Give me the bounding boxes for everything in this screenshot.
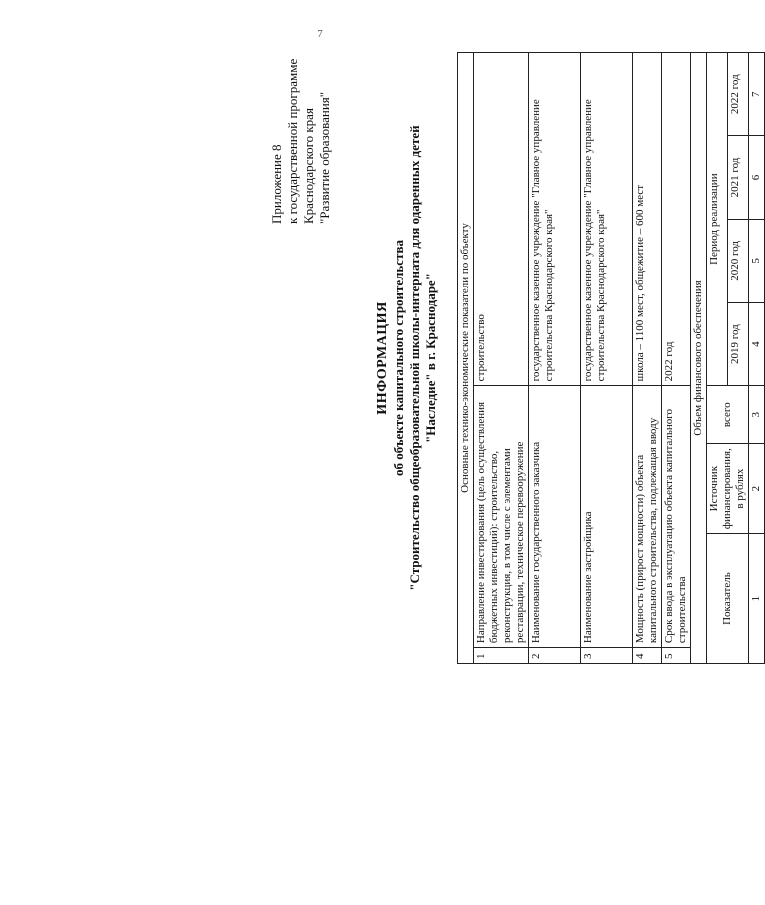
row-label: Мощность (прирост мощности) объекта капитального строительства, подлежащая вводу	[633, 386, 662, 648]
row-label: Направление инвестирования (цель осуществления бюджетных инвестиций): строительство, реконструкция, в том числе с элементами реставрации, техническое перевооружение	[474, 386, 529, 648]
col-period-header: Период реализации	[707, 53, 728, 386]
row-number: 2	[529, 648, 581, 664]
row-label: Наименование государственного заказчика	[529, 386, 581, 648]
appendix-line: Краснодарского края	[301, 108, 316, 224]
col-indicator-header: Показатель	[707, 534, 749, 664]
table-row	[749, 53, 765, 664]
title-line: "Наследие" в г. Краснодаре"	[423, 273, 438, 443]
document-title	[375, 52, 439, 664]
row-number: 5	[662, 648, 691, 664]
rotated-page-content	[257, 52, 762, 664]
col-number: 1	[749, 534, 765, 664]
col-number: 4	[749, 303, 765, 386]
col-total-header: всего	[707, 386, 749, 444]
col-number: 3	[749, 386, 765, 444]
table-row	[662, 53, 691, 664]
row-number: 1	[474, 648, 529, 664]
tech-header: Основные технико-экономические показатели по объекту	[458, 53, 474, 664]
row-value: государственное казенное учреждение "Главное управление строительства Краснодарского края"	[529, 53, 581, 386]
table-row	[458, 53, 474, 664]
row-label: Наименование застройщика	[581, 386, 633, 648]
fin-header: Объем финансового обеспечения	[691, 53, 707, 664]
table-row	[707, 53, 728, 664]
year-header: 2019 год	[728, 303, 749, 386]
table-row	[633, 53, 662, 664]
row-value: 2022 год	[662, 53, 691, 386]
appendix-note	[269, 59, 333, 224]
title-main: ИНФОРМАЦИЯ	[375, 301, 390, 415]
table-row	[691, 53, 707, 664]
appendix-line: к государственной программе	[285, 58, 300, 224]
col-number: 7	[749, 53, 765, 136]
col-source-header: Источник финансирования, в рублях	[707, 444, 749, 534]
col-number: 2	[749, 444, 765, 534]
year-header: 2021 год	[728, 136, 749, 219]
table-row	[474, 53, 529, 664]
appendix-line: Приложение 8	[269, 144, 284, 224]
row-value: государственное казенное учреждение "Главное управление строительства Краснодарского края"	[581, 53, 633, 386]
col-number: 5	[749, 219, 765, 302]
row-value: строительство	[474, 53, 529, 386]
table-row	[581, 53, 633, 664]
title-line: об объекте капитального строительства	[391, 240, 406, 476]
table-row	[529, 53, 581, 664]
year-header: 2020 год	[728, 219, 749, 302]
row-label: Срок ввода в эксплуатацию объекта капитального строительства	[662, 386, 691, 648]
row-number: 4	[633, 648, 662, 664]
appendix-line: "Развитие образования"	[317, 91, 332, 224]
object-info-table	[457, 52, 765, 664]
title-line: "Строительство общеобразовательной школы-интерната для одаренных детей	[407, 125, 422, 591]
row-number: 3	[581, 648, 633, 664]
year-header: 2022 год	[728, 53, 749, 136]
col-number: 6	[749, 136, 765, 219]
page-number: 7	[317, 28, 323, 40]
row-value: школа – 1100 мест, общежитие – 600 мест	[633, 53, 662, 386]
